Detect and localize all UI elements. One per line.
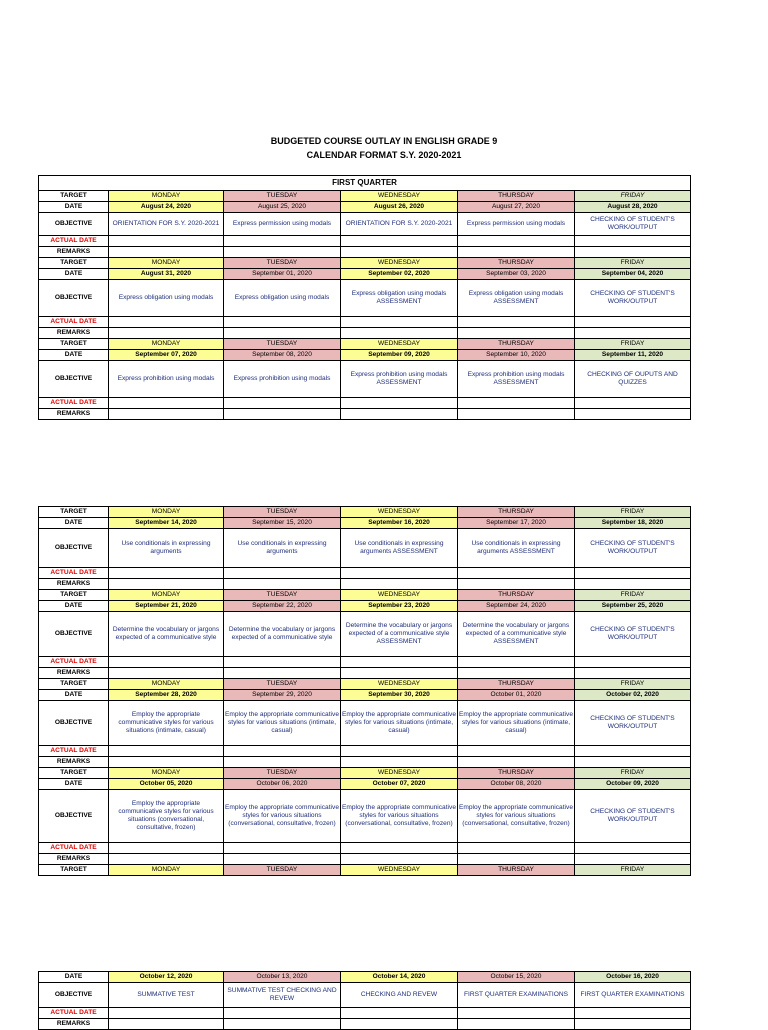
date-row xyxy=(39,269,691,280)
remarks-cell-thursday[interactable] xyxy=(458,247,575,258)
objective-label: OBJECTIVE xyxy=(39,790,109,843)
target-label: TARGET xyxy=(39,339,109,350)
objective-cell-friday[interactable]: CHECKING OF STUDENT'S WORK/OUTPUT xyxy=(575,280,691,317)
objective-cell-friday[interactable]: CHECKING OF STUDENT'S WORK/OUTPUT xyxy=(575,213,691,236)
date-cell-thursday[interactable]: October 15, 2020 xyxy=(458,972,575,983)
target-label: TARGET xyxy=(39,191,109,202)
day-header-wednesday: WEDNESDAY xyxy=(341,191,458,202)
actual-date-cell-tuesday[interactable] xyxy=(224,398,341,409)
actual-date-cell-friday[interactable] xyxy=(575,398,691,409)
remarks-cell-wednesday[interactable] xyxy=(341,854,458,865)
target-row xyxy=(39,339,691,350)
actual-date-cell-thursday[interactable] xyxy=(458,398,575,409)
target-label: TARGET xyxy=(39,507,109,518)
date-cell-monday[interactable]: August 24, 2020 xyxy=(109,202,224,213)
objective-label: OBJECTIVE xyxy=(39,983,109,1008)
actual-date-cell-wednesday[interactable] xyxy=(341,1008,458,1019)
target-label: TARGET xyxy=(39,865,109,876)
objective-row xyxy=(39,361,691,398)
actual-date-row xyxy=(39,236,691,247)
date-label: DATE xyxy=(39,202,109,213)
objective-row xyxy=(39,701,691,746)
actual-date-cell-thursday[interactable] xyxy=(458,657,575,668)
objective-cell-tuesday[interactable]: Express prohibition using modals xyxy=(224,361,341,398)
day-header-tuesday: TUESDAY xyxy=(224,507,341,518)
day-header-thursday: THURSDAY xyxy=(458,191,575,202)
actual-date-cell-tuesday[interactable] xyxy=(224,317,341,328)
remarks-cell-thursday[interactable] xyxy=(458,854,575,865)
day-header-wednesday: WEDNESDAY xyxy=(341,679,458,690)
day-header-monday: MONDAY xyxy=(109,258,224,269)
objective-row xyxy=(39,612,691,657)
day-header-thursday: THURSDAY xyxy=(458,768,575,779)
day-header-wednesday: WEDNESDAY xyxy=(341,339,458,350)
objective-cell-wednesday[interactable]: ORIENTATION FOR S.Y. 2020-2021 xyxy=(341,213,458,236)
remarks-cell-tuesday[interactable] xyxy=(224,1019,341,1030)
target-label: TARGET xyxy=(39,590,109,601)
day-header-wednesday: WEDNESDAY xyxy=(341,768,458,779)
date-cell-friday[interactable]: August 28, 2020 xyxy=(575,202,691,213)
day-header-monday: MONDAY xyxy=(109,507,224,518)
objective-row xyxy=(39,529,691,568)
date-row xyxy=(39,518,691,529)
day-header-monday: MONDAY xyxy=(109,191,224,202)
date-row xyxy=(39,779,691,790)
objective-cell-thursday[interactable]: Express obligation using modals ASSESSMENT xyxy=(458,280,575,317)
date-cell-friday[interactable]: October 09, 2020 xyxy=(575,779,691,790)
date-cell-tuesday[interactable]: September 29, 2020 xyxy=(224,690,341,701)
date-cell-thursday[interactable]: September 17, 2020 xyxy=(458,518,575,529)
day-header-friday: FRIDAY xyxy=(575,507,691,518)
objective-cell-thursday[interactable]: Employ the appropriate communicative styles for various situations (intimate, casual) xyxy=(458,701,575,746)
objective-cell-tuesday[interactable]: Express permission using modals xyxy=(224,213,341,236)
objective-cell-tuesday[interactable]: Determine the vocabulary or jargons expected of a communicative style xyxy=(224,612,341,657)
date-cell-thursday[interactable]: September 10, 2020 xyxy=(458,350,575,361)
day-header-monday: MONDAY xyxy=(109,679,224,690)
date-cell-tuesday[interactable]: September 08, 2020 xyxy=(224,350,341,361)
remarks-cell-tuesday[interactable] xyxy=(224,328,341,339)
objective-cell-wednesday[interactable]: Determine the vocabulary or jargons expected of a communicative style ASSESSMENT xyxy=(341,612,458,657)
actual-date-cell-monday[interactable] xyxy=(109,657,224,668)
remarks-row xyxy=(39,668,691,679)
objective-label: OBJECTIVE xyxy=(39,701,109,746)
actual-date-row xyxy=(39,398,691,409)
remarks-row xyxy=(39,247,691,258)
actual-date-label: ACTUAL DATE xyxy=(39,317,109,328)
day-header-monday: MONDAY xyxy=(109,339,224,350)
actual-date-cell-friday[interactable] xyxy=(575,317,691,328)
objective-cell-friday[interactable]: CHECKING OF STUDENT'S WORK/OUTPUT xyxy=(575,701,691,746)
objective-cell-monday[interactable]: Determine the vocabulary or jargons expected of a communicative style xyxy=(109,612,224,657)
date-cell-wednesday[interactable]: August 26, 2020 xyxy=(341,202,458,213)
objective-cell-monday[interactable]: Express prohibition using modals xyxy=(109,361,224,398)
objective-cell-tuesday[interactable]: Employ the appropriate communicative styles for various situations (conversational, consultative, frozen) xyxy=(224,790,341,843)
objective-cell-monday[interactable]: ORIENTATION FOR S.Y. 2020-2021 xyxy=(109,213,224,236)
objective-cell-friday[interactable]: CHECKING OF STUDENT'S WORK/OUTPUT xyxy=(575,790,691,843)
day-header-tuesday: TUESDAY xyxy=(224,339,341,350)
date-cell-friday[interactable]: September 11, 2020 xyxy=(575,350,691,361)
remarks-cell-friday[interactable] xyxy=(575,1019,691,1030)
objective-cell-thursday[interactable]: Employ the appropriate communicative styles for various situations (conversational, consultative, frozen) xyxy=(458,790,575,843)
objective-cell-wednesday[interactable]: Employ the appropriate communicative styles for various situations (conversational, consultative, frozen) xyxy=(341,790,458,843)
objective-label: OBJECTIVE xyxy=(39,280,109,317)
date-cell-monday[interactable]: August 31, 2020 xyxy=(109,269,224,280)
date-cell-tuesday[interactable]: September 01, 2020 xyxy=(224,269,341,280)
objective-cell-wednesday[interactable]: CHECKING AND REVEW xyxy=(341,983,458,1008)
objective-cell-tuesday[interactable]: SUMMATIVE TEST CHECKING AND REVEW xyxy=(224,983,341,1008)
actual-date-cell-monday[interactable] xyxy=(109,843,224,854)
document-title-line2: CALENDAR FORMAT S.Y. 2020-2021 xyxy=(306,150,462,160)
objective-cell-wednesday[interactable]: Express prohibition using modals ASSESSMENT xyxy=(341,361,458,398)
objective-cell-thursday[interactable]: FIRST QUARTER EXAMINATIONS xyxy=(458,983,575,1008)
objective-cell-tuesday[interactable]: Employ the appropriate communicative styles for various situations (intimate, casual) xyxy=(224,701,341,746)
remarks-cell-wednesday[interactable] xyxy=(341,757,458,768)
day-header-tuesday: TUESDAY xyxy=(224,258,341,269)
objective-cell-friday[interactable]: CHECKING OF OUPUTS AND QUIZZES xyxy=(575,361,691,398)
target-row xyxy=(39,191,691,202)
actual-date-row xyxy=(39,317,691,328)
target-row xyxy=(39,258,691,269)
date-cell-monday[interactable]: September 21, 2020 xyxy=(109,601,224,612)
remarks-row xyxy=(39,757,691,768)
objective-cell-friday[interactable]: FIRST QUARTER EXAMINATIONS xyxy=(575,983,691,1008)
remarks-cell-thursday[interactable] xyxy=(458,668,575,679)
remarks-cell-tuesday[interactable] xyxy=(224,409,341,420)
date-cell-friday[interactable]: September 18, 2020 xyxy=(575,518,691,529)
remarks-label: REMARKS xyxy=(39,409,109,420)
remarks-cell-friday[interactable] xyxy=(575,409,691,420)
target-row xyxy=(39,679,691,690)
date-cell-tuesday[interactable]: October 13, 2020 xyxy=(224,972,341,983)
date-cell-wednesday[interactable]: September 23, 2020 xyxy=(341,601,458,612)
actual-date-label: ACTUAL DATE xyxy=(39,236,109,247)
day-header-friday: FRIDAY xyxy=(575,191,691,202)
objective-row xyxy=(39,213,691,236)
actual-date-cell-wednesday[interactable] xyxy=(341,746,458,757)
remarks-cell-friday[interactable] xyxy=(575,668,691,679)
objective-cell-monday[interactable]: Use conditionals in expressing arguments xyxy=(109,529,224,568)
target-label: TARGET xyxy=(39,679,109,690)
day-header-tuesday: TUESDAY xyxy=(224,191,341,202)
objective-cell-monday[interactable]: SUMMATIVE TEST xyxy=(109,983,224,1008)
date-cell-friday[interactable]: October 02, 2020 xyxy=(575,690,691,701)
actual-date-row xyxy=(39,843,691,854)
remarks-cell-monday[interactable] xyxy=(109,757,224,768)
day-header-thursday: THURSDAY xyxy=(458,590,575,601)
actual-date-cell-tuesday[interactable] xyxy=(224,843,341,854)
objective-cell-monday[interactable]: Employ the appropriate communicative styles for various situations (conversational, consultative, frozen) xyxy=(109,790,224,843)
objective-cell-wednesday[interactable]: Express obligation using modals ASSESSMENT xyxy=(341,280,458,317)
actual-date-row xyxy=(39,657,691,668)
date-cell-monday[interactable]: October 05, 2020 xyxy=(109,779,224,790)
remarks-cell-monday[interactable] xyxy=(109,1019,224,1030)
objective-cell-thursday[interactable]: Express prohibition using modals ASSESSMENT xyxy=(458,361,575,398)
remarks-cell-friday[interactable] xyxy=(575,854,691,865)
day-header-monday: MONDAY xyxy=(109,768,224,779)
remarks-row xyxy=(39,854,691,865)
remarks-cell-monday[interactable] xyxy=(109,409,224,420)
remarks-cell-friday[interactable] xyxy=(575,579,691,590)
day-header-monday: MONDAY xyxy=(109,865,224,876)
target-label: TARGET xyxy=(39,258,109,269)
target-row xyxy=(39,865,691,876)
remarks-cell-monday[interactable] xyxy=(109,668,224,679)
day-header-wednesday: WEDNESDAY xyxy=(341,865,458,876)
actual-date-label: ACTUAL DATE xyxy=(39,398,109,409)
remarks-cell-tuesday[interactable] xyxy=(224,668,341,679)
remarks-cell-friday[interactable] xyxy=(575,247,691,258)
date-label: DATE xyxy=(39,779,109,790)
day-header-wednesday: WEDNESDAY xyxy=(341,590,458,601)
date-cell-monday[interactable]: September 07, 2020 xyxy=(109,350,224,361)
objective-row xyxy=(39,983,691,1008)
remarks-label: REMARKS xyxy=(39,579,109,590)
objective-cell-monday[interactable]: Employ the appropriate communicative styles for various situations (intimate, casual) xyxy=(109,701,224,746)
actual-date-cell-monday[interactable] xyxy=(109,236,224,247)
target-label: TARGET xyxy=(39,768,109,779)
remarks-cell-wednesday[interactable] xyxy=(341,668,458,679)
actual-date-cell-tuesday[interactable] xyxy=(224,1008,341,1019)
actual-date-cell-monday[interactable] xyxy=(109,317,224,328)
day-header-thursday: THURSDAY xyxy=(458,865,575,876)
remarks-cell-friday[interactable] xyxy=(575,757,691,768)
objective-cell-thursday[interactable]: Express permission using modals xyxy=(458,213,575,236)
actual-date-cell-friday[interactable] xyxy=(575,1008,691,1019)
date-label: DATE xyxy=(39,518,109,529)
objective-cell-wednesday[interactable]: Use conditionals in expressing arguments ASSESSMENT xyxy=(341,529,458,568)
date-row xyxy=(39,350,691,361)
actual-date-cell-thursday[interactable] xyxy=(458,1008,575,1019)
actual-date-label: ACTUAL DATE xyxy=(39,568,109,579)
date-cell-wednesday[interactable]: September 02, 2020 xyxy=(341,269,458,280)
actual-date-cell-wednesday[interactable] xyxy=(341,657,458,668)
remarks-label: REMARKS xyxy=(39,328,109,339)
day-header-tuesday: TUESDAY xyxy=(224,865,341,876)
date-cell-thursday[interactable]: October 01, 2020 xyxy=(458,690,575,701)
day-header-thursday: THURSDAY xyxy=(458,339,575,350)
actual-date-cell-tuesday[interactable] xyxy=(224,657,341,668)
actual-date-cell-thursday[interactable] xyxy=(458,317,575,328)
remarks-row xyxy=(39,1019,691,1030)
actual-date-cell-wednesday[interactable] xyxy=(341,398,458,409)
remarks-label: REMARKS xyxy=(39,668,109,679)
actual-date-row xyxy=(39,568,691,579)
remarks-cell-monday[interactable] xyxy=(109,854,224,865)
date-cell-wednesday[interactable]: September 30, 2020 xyxy=(341,690,458,701)
actual-date-label: ACTUAL DATE xyxy=(39,746,109,757)
date-label: DATE xyxy=(39,350,109,361)
remarks-cell-tuesday[interactable] xyxy=(224,579,341,590)
remarks-cell-wednesday[interactable] xyxy=(341,579,458,590)
date-cell-tuesday[interactable]: September 22, 2020 xyxy=(224,601,341,612)
day-header-thursday: THURSDAY xyxy=(458,258,575,269)
date-cell-tuesday[interactable]: September 15, 2020 xyxy=(224,518,341,529)
objective-cell-thursday[interactable]: Use conditionals in expressing arguments ASSESSMENT xyxy=(458,529,575,568)
date-cell-friday[interactable]: September 04, 2020 xyxy=(575,269,691,280)
date-row xyxy=(39,972,691,983)
remarks-cell-monday[interactable] xyxy=(109,579,224,590)
date-label: DATE xyxy=(39,601,109,612)
target-row xyxy=(39,590,691,601)
objective-row xyxy=(39,790,691,843)
date-cell-monday[interactable]: September 14, 2020 xyxy=(109,518,224,529)
actual-date-label: ACTUAL DATE xyxy=(39,657,109,668)
date-cell-tuesday[interactable]: October 06, 2020 xyxy=(224,779,341,790)
actual-date-cell-monday[interactable] xyxy=(109,1008,224,1019)
objective-cell-monday[interactable]: Express obligation using modals xyxy=(109,280,224,317)
quarter-header: FIRST QUARTER xyxy=(39,176,691,191)
day-header-monday: MONDAY xyxy=(109,590,224,601)
day-header-tuesday: TUESDAY xyxy=(224,590,341,601)
remarks-cell-wednesday[interactable] xyxy=(341,409,458,420)
actual-date-cell-monday[interactable] xyxy=(109,398,224,409)
actual-date-cell-monday[interactable] xyxy=(109,746,224,757)
day-header-friday: FRIDAY xyxy=(575,679,691,690)
day-header-friday: FRIDAY xyxy=(575,768,691,779)
date-cell-thursday[interactable]: August 27, 2020 xyxy=(458,202,575,213)
objective-label: OBJECTIVE xyxy=(39,361,109,398)
day-header-friday: FRIDAY xyxy=(575,258,691,269)
date-label: DATE xyxy=(39,690,109,701)
remarks-cell-wednesday[interactable] xyxy=(341,328,458,339)
day-header-friday: FRIDAY xyxy=(575,339,691,350)
remarks-cell-thursday[interactable] xyxy=(458,757,575,768)
date-cell-friday[interactable]: September 25, 2020 xyxy=(575,601,691,612)
remarks-cell-thursday[interactable] xyxy=(458,1019,575,1030)
day-header-thursday: THURSDAY xyxy=(458,679,575,690)
actual-date-cell-wednesday[interactable] xyxy=(341,843,458,854)
objective-row xyxy=(39,280,691,317)
day-header-wednesday: WEDNESDAY xyxy=(341,258,458,269)
day-header-tuesday: TUESDAY xyxy=(224,679,341,690)
actual-date-cell-thursday[interactable] xyxy=(458,843,575,854)
date-row xyxy=(39,690,691,701)
date-cell-thursday[interactable]: September 24, 2020 xyxy=(458,601,575,612)
actual-date-cell-thursday[interactable] xyxy=(458,568,575,579)
actual-date-cell-wednesday[interactable] xyxy=(341,236,458,247)
date-row xyxy=(39,601,691,612)
objective-cell-friday[interactable]: CHECKING OF STUDENT'S WORK/OUTPUT xyxy=(575,612,691,657)
objective-cell-tuesday[interactable]: Express obligation using modals xyxy=(224,280,341,317)
objective-cell-wednesday[interactable]: Employ the appropriate communicative styles for various situations (intimate, casual) xyxy=(341,701,458,746)
actual-date-cell-friday[interactable] xyxy=(575,657,691,668)
remarks-row xyxy=(39,409,691,420)
actual-date-cell-thursday[interactable] xyxy=(458,746,575,757)
remarks-cell-tuesday[interactable] xyxy=(224,757,341,768)
objective-label: OBJECTIVE xyxy=(39,213,109,236)
remarks-cell-tuesday[interactable] xyxy=(224,247,341,258)
target-row xyxy=(39,768,691,779)
actual-date-cell-wednesday[interactable] xyxy=(341,568,458,579)
date-label: DATE xyxy=(39,972,109,983)
date-cell-wednesday[interactable]: September 09, 2020 xyxy=(341,350,458,361)
actual-date-cell-monday[interactable] xyxy=(109,568,224,579)
objective-cell-friday[interactable]: CHECKING OF STUDENT'S WORK/OUTPUT xyxy=(575,529,691,568)
day-header-tuesday: TUESDAY xyxy=(224,768,341,779)
remarks-row xyxy=(39,579,691,590)
date-cell-wednesday[interactable]: October 07, 2020 xyxy=(341,779,458,790)
date-cell-wednesday[interactable]: September 16, 2020 xyxy=(341,518,458,529)
remarks-row xyxy=(39,328,691,339)
remarks-label: REMARKS xyxy=(39,247,109,258)
actual-date-cell-thursday[interactable] xyxy=(458,236,575,247)
actual-date-label: ACTUAL DATE xyxy=(39,843,109,854)
day-header-friday: FRIDAY xyxy=(575,590,691,601)
date-label: DATE xyxy=(39,269,109,280)
day-header-thursday: THURSDAY xyxy=(458,507,575,518)
remarks-cell-wednesday[interactable] xyxy=(341,1019,458,1030)
calendar-section-3 xyxy=(38,971,690,1030)
remarks-cell-friday[interactable] xyxy=(575,328,691,339)
date-cell-thursday[interactable]: September 03, 2020 xyxy=(458,269,575,280)
remarks-label: REMARKS xyxy=(39,757,109,768)
objective-label: OBJECTIVE xyxy=(39,529,109,568)
date-cell-monday[interactable]: September 28, 2020 xyxy=(109,690,224,701)
actual-date-cell-friday[interactable] xyxy=(575,568,691,579)
actual-date-cell-friday[interactable] xyxy=(575,843,691,854)
date-cell-thursday[interactable]: October 08, 2020 xyxy=(458,779,575,790)
actual-date-cell-tuesday[interactable] xyxy=(224,568,341,579)
actual-date-cell-tuesday[interactable] xyxy=(224,236,341,247)
actual-date-cell-tuesday[interactable] xyxy=(224,746,341,757)
date-cell-tuesday[interactable]: August 25, 2020 xyxy=(224,202,341,213)
objective-label: OBJECTIVE xyxy=(39,612,109,657)
remarks-cell-wednesday[interactable] xyxy=(341,247,458,258)
date-cell-friday[interactable]: October 16, 2020 xyxy=(575,972,691,983)
target-row xyxy=(39,507,691,518)
day-header-wednesday: WEDNESDAY xyxy=(341,507,458,518)
date-cell-monday[interactable]: October 12, 2020 xyxy=(109,972,224,983)
remarks-label: REMARKS xyxy=(39,1019,109,1030)
remarks-cell-thursday[interactable] xyxy=(458,328,575,339)
remarks-cell-tuesday[interactable] xyxy=(224,854,341,865)
date-row xyxy=(39,202,691,213)
actual-date-cell-friday[interactable] xyxy=(575,236,691,247)
calendar-section-2 xyxy=(38,506,690,876)
actual-date-cell-friday[interactable] xyxy=(575,746,691,757)
remarks-label: REMARKS xyxy=(39,854,109,865)
document-title-line1: BUDGETED COURSE OUTLAY IN ENGLISH GRADE 9 xyxy=(270,136,498,146)
objective-cell-thursday[interactable]: Determine the vocabulary or jargons expected of a communicative style ASSESSMENT xyxy=(458,612,575,657)
actual-date-row xyxy=(39,746,691,757)
day-header-friday: FRIDAY xyxy=(575,865,691,876)
actual-date-label: ACTUAL DATE xyxy=(39,1008,109,1019)
date-cell-wednesday[interactable]: October 14, 2020 xyxy=(341,972,458,983)
remarks-cell-monday[interactable] xyxy=(109,247,224,258)
calendar-section-1 xyxy=(38,175,690,420)
objective-cell-tuesday[interactable]: Use conditionals in expressing arguments xyxy=(224,529,341,568)
actual-date-row xyxy=(39,1008,691,1019)
remarks-cell-monday[interactable] xyxy=(109,328,224,339)
remarks-cell-thursday[interactable] xyxy=(458,579,575,590)
remarks-cell-thursday[interactable] xyxy=(458,409,575,420)
actual-date-cell-wednesday[interactable] xyxy=(341,317,458,328)
